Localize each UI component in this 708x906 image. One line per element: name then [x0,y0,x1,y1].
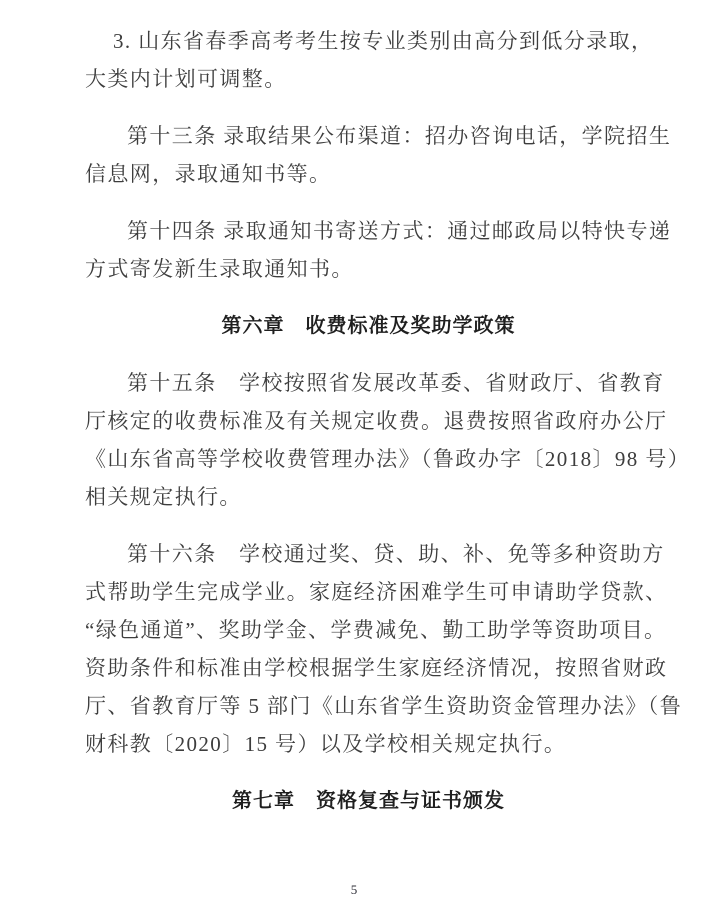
body-line: 厅核定的收费标准及有关规定收费。退费按照省政府办公厅 [85,409,668,433]
body-line: 方式寄发新生录取通知书。 [85,257,354,281]
paragraph [85,364,691,516]
body-line: 第十五条 学校按照省发展改革委、省财政厅、省教育 [127,371,665,395]
chapter-heading: 第七章 资格复查与证书颁发 [232,790,505,812]
chapter-heading: 第六章 收费标准及奖助学政策 [221,315,516,337]
paragraph [85,22,654,98]
paragraph [85,212,672,288]
body-line: 式帮助学生完成学业。家庭经济困难学生可申请助学贷款、 [85,580,668,604]
body-line: 第十三条 录取结果公布渠道：招办咨询电话，学院招生 [127,124,672,148]
body-line: 相关规定执行。 [85,485,242,509]
paragraph [85,117,672,193]
body-line: 第十四条 录取通知书寄送方式：通过邮政局以特快专递 [127,219,672,243]
body-line: 3. 山东省春季高考考生按专业类别由高分到低分录取， [113,29,654,53]
body-line: “绿色通道”、奖助学金、学费减免、勤工助学等资助项目。 [85,618,667,642]
document-content [85,22,691,820]
page-number: 5 [350,882,358,897]
paragraph [85,535,683,763]
body-line: 第十六条 学校通过奖、贷、助、补、免等多种资助方 [127,542,665,566]
body-line: 信息网，录取通知书等。 [85,162,332,186]
body-line: 大类内计划可调整。 [85,67,287,91]
body-line: 厅、省教育厅等 5 部门《山东省学生资助资金管理办法》（鲁 [85,694,683,718]
body-line: 财科教〔2020〕15 号）以及学校相关规定执行。 [85,732,567,756]
body-line: 《山东省高等学校收费管理办法》（鲁政办字〔2018〕98 号） [85,447,691,471]
body-line: 资助条件和标准由学校根据学生家庭经济情况，按照省财政 [85,656,668,680]
